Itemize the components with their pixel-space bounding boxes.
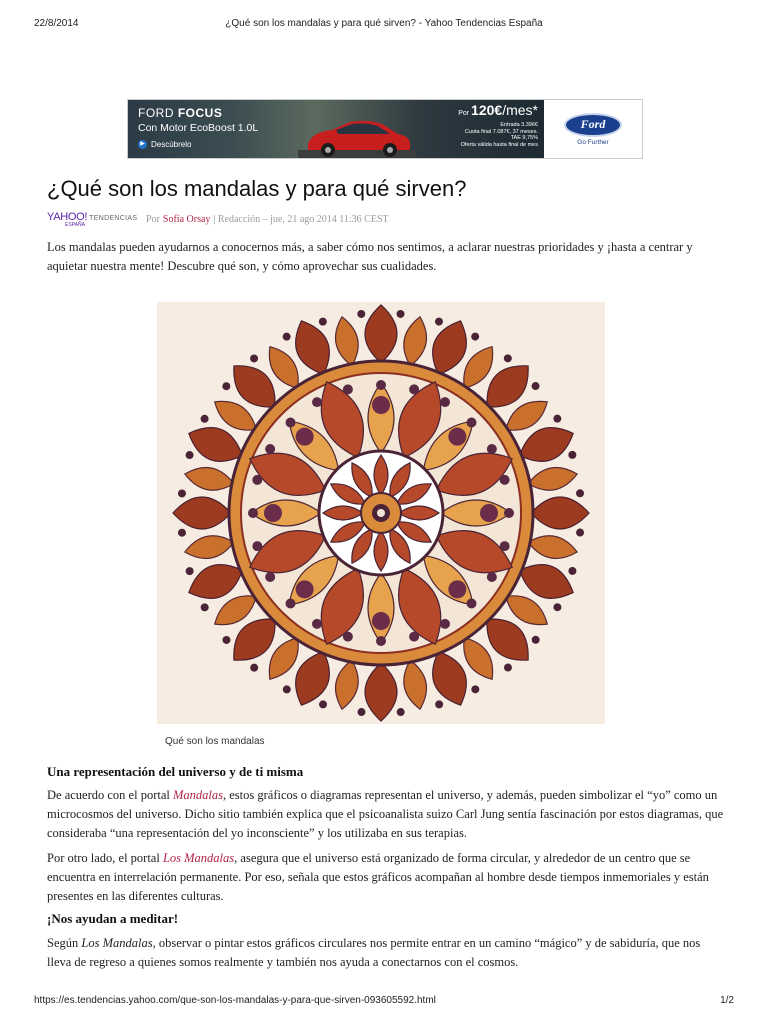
article-title: ¿Qué son los mandalas y para qué sirven? — [47, 176, 467, 201]
author-link[interactable]: Sofía Orsay — [162, 213, 211, 225]
ad-creative[interactable] — [128, 100, 544, 158]
print-url: https://es.tendencias.yahoo.com/que-son-los-mandalas-y-para-que-sirven-093605592.html — [34, 995, 436, 1006]
print-title: ¿Qué son los mandalas y para qué sirven? - Yahoo Tendencias España — [225, 18, 543, 29]
ad-price-box: Por 120€/mes* Entrada 3.396€ Cuota final 7.087€, 37 meses. TAE 9,75% Oferta válida hasta final de mes — [426, 102, 542, 156]
ad-cta-button[interactable]: ▶ Descúbrelo — [138, 140, 191, 149]
section-heading-universo: Una representación del universo y de ti misma — [47, 764, 304, 779]
section-heading-meditar: ¡Nos ayudan a meditar! — [47, 911, 179, 926]
mandala-image — [157, 302, 605, 724]
print-header — [34, 18, 734, 32]
arrow-right-icon: ▶ — [138, 140, 147, 149]
ad-fine-print-3: TAE 9,75% — [510, 135, 538, 141]
ad-fine-print-1: Entrada 3.396€ — [500, 122, 538, 128]
paragraph-2: Por otro lado, el portal Los Mandalas, asegura que el universo está organizado de forma circular, y alrededor de un centro que se encuentra en interrelación permanente. Por eso, señala que estos gráficos acompañan al hombre desde tiempos inmemoriales y están presentes en las diferentes culturas. — [47, 851, 709, 903]
car-image — [298, 114, 416, 158]
byline — [47, 208, 727, 230]
paragraph-3: Según Los Mandalas, observar o pintar estos gráficos circulares nos permite entrar en un camino “mágico” y de sabiduría, que nos lleva de regreso a quienes somos realmente y también nos ayuda a conectarnos con el cosmos. — [47, 936, 701, 969]
image-caption: Qué son los mandalas — [165, 736, 265, 747]
page-number: 1/2 — [720, 995, 734, 1006]
los-mandalas-link[interactable]: Los Mandalas — [162, 851, 235, 865]
ad-brand: FORD FOCUS — [138, 106, 223, 120]
yahoo-tendencias-logo[interactable]: YAHOO! TENDENCIAS ESPAÑA — [47, 210, 138, 228]
mandalas-link[interactable]: Mandalas — [172, 788, 223, 802]
ad-fine-print-2: Cuota final 7.087€, 37 meses. — [464, 128, 538, 135]
ford-ad-banner[interactable] — [127, 99, 643, 159]
print-footer — [34, 995, 734, 1009]
ford-tagline: Go Further — [577, 138, 609, 146]
mandala-illustration — [170, 302, 592, 724]
ad-logo-panel[interactable] — [544, 100, 642, 158]
print-date: 22/8/2014 — [34, 18, 79, 29]
paragraph-1: De acuerdo con el portal Mandalas, estos gráficos o diagramas representan el universo, y además, pueden simbolizar el “yo” como un microcosmos del universo. Dicho sitio también explica que el psicoanalista suizo Carl Jung sentía fascinación por estos diagramas, que consideraba “una representación del yo inconsciente” y los utilizaba en sus terapias. — [47, 788, 724, 840]
ad-fine-print-4: Oferta válida hasta final de mes — [460, 141, 538, 148]
byline-meta: | Redacción – jue, 21 ago 2014 11:36 CEST — [213, 213, 389, 225]
intro-paragraph: Los mandalas pueden ayudarnos a conocernos más, a saber cómo nos sentimos, a aclarar nuestras prioridades y ¡hasta a centrar y aquietar nuestra mente! Descubre qué son, y cómo aprovechar sus cualidades. — [47, 240, 693, 273]
ford-logo: Ford — [564, 113, 622, 137]
ad-engine-text: Con Motor EcoBoost 1.0L — [138, 122, 259, 134]
ad-price: 120€ — [471, 102, 503, 118]
byline-por: Por — [146, 213, 160, 225]
